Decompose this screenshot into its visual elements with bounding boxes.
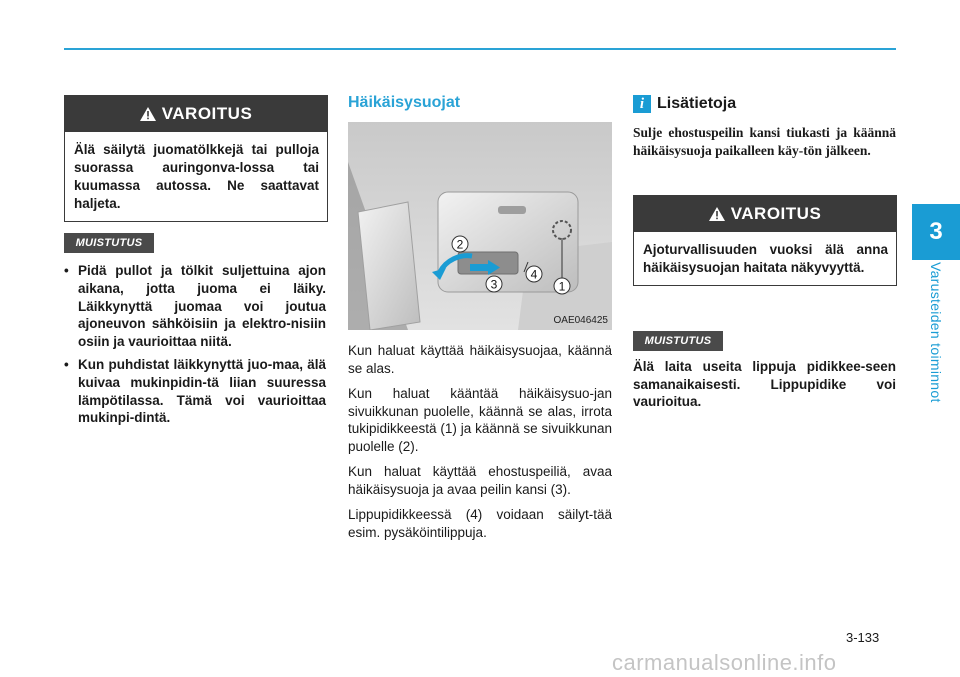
sun-visor-illustration [348, 122, 612, 330]
paragraph: Kun haluat käyttää ehostuspeiliä, avaa häikäisysuoja ja avaa peilin kansi (3). [348, 464, 612, 497]
info-title: Lisätietoja [657, 95, 737, 112]
list-item: • Kun puhdistat läikkynyttä juo-maa, älä kuivaa mukinpidin-tä liian suuressa lämpötilassa. Tämä voi vaurioittaa mukinpi-dintä. [64, 356, 326, 427]
visor-instructions [348, 342, 612, 549]
paragraph: Kun haluat käyttää häikäisysuojaa, käännä se alas. [348, 343, 612, 376]
paragraph: Kun haluat kääntää häikäisysuo-jan sivuikkunan puolelle, käännä se alas, irrota tukipidikkeestä (1) ja käännä se sivuikkunan puolelle (2). [348, 386, 612, 454]
warning-text: Älä säilytä juomatölkkejä tai pulloja suorassa auringonva-lossa tai kuumassa autossa. Ne saattavat haljeta. [74, 142, 319, 211]
chapter-title: Varusteiden toiminnot [928, 262, 944, 403]
warning-box-drinks [64, 95, 328, 222]
sun-visor-figure [348, 122, 612, 330]
chapter-tab: 3 [912, 204, 960, 260]
list-item: • Pidä pullot ja tölkit suljettuina ajon aikana, jotta juoma ei läiky. Läikkynyttä juomaa voi joutua ajoneuvon sähköisiin ja elektro-nisiin osiin ja vaurioittaa niitä. [64, 262, 326, 351]
figure-code: OAE046425 [553, 315, 608, 326]
warning-header [65, 96, 327, 132]
note-text-tickets: Älä laita useita lippuja pidikkee-seen samanaikaisesti. Lippupidike voi vaurioitua. [633, 359, 896, 409]
info-icon: i [633, 95, 651, 113]
callout-1: 1 [558, 279, 566, 294]
section-title: Häikäisysuojat [348, 94, 461, 111]
callout-2: 2 [456, 237, 464, 252]
warning-title: VAROITUS [730, 204, 822, 223]
note-tag-drinks: MUISTUTUS [64, 233, 154, 253]
info-header [633, 95, 736, 113]
paragraph: Lippupidikkeessä (4) voidaan säilyt-tää esim. pysäköintilippuja. [348, 507, 612, 540]
callout-4: 4 [530, 267, 538, 282]
top-rule [64, 48, 896, 50]
note-tag-tickets: MUISTUTUS [633, 331, 723, 351]
warning-triangle-icon [140, 107, 156, 121]
callout-3: 3 [490, 277, 498, 292]
warning-header [634, 196, 896, 232]
info-text: Sulje ehostuspeilin kansi tiukasti ja käännä häikäisysuoja paikalleen käy-tön jälkeen. [633, 125, 896, 158]
warning-title: VAROITUS [161, 104, 253, 123]
notice-list [64, 262, 326, 432]
page-number: 3-133 [846, 630, 880, 645]
warning-triangle-icon [709, 207, 725, 221]
warning-box-visibility [633, 195, 897, 286]
warning-text: Ajoturvallisuuden vuoksi älä anna häikäisysuojan haitata näkyvyyttä. [643, 242, 888, 275]
footer-watermark: carmanualsonline.info [612, 650, 837, 675]
